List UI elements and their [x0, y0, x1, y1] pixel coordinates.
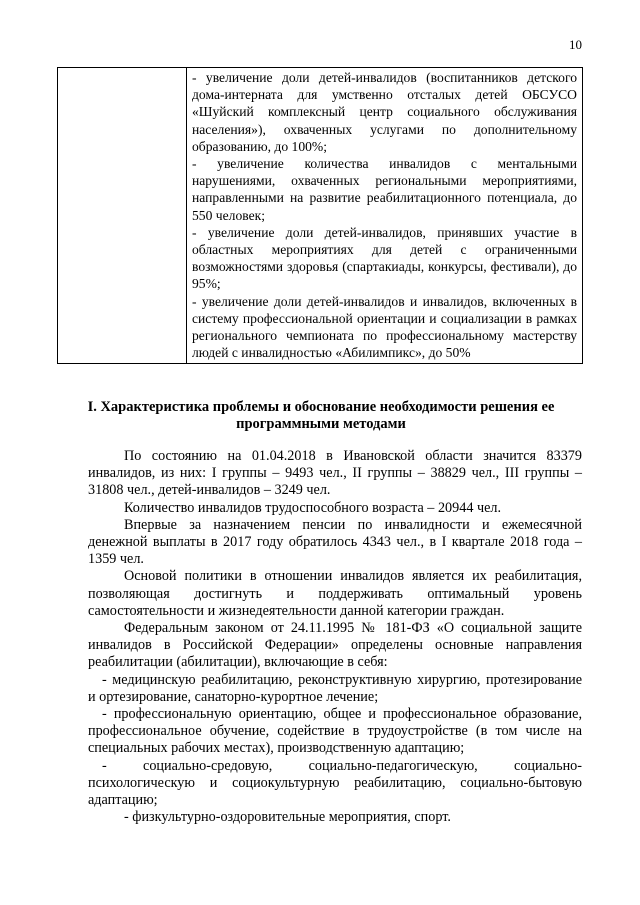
paragraph: Впервые за назначением пенсии по инвалидности и ежемесячной денежной выплаты в 2017 году обратилось 4343 чел., в I квартале 2018 года – 1359 чел.	[88, 516, 582, 568]
paragraph: Основой политики в отношении инвалидов является их реабилитация, позволяющая достигнуть и поддерживать оптимальный уровень самостоятельности и жизнедеятельности данной категории граждан.	[88, 568, 582, 619]
paragraph: Федеральным законом от 24.11.1995 № 181-ФЗ «О социальной защите инвалидов в Российской Федерации» определены основные направления реабилитации (абилитации), включающие в себя:	[88, 620, 582, 671]
target-item: - увеличение доли детей-инвалидов и инвалидов, включенных в систему профессиональной ориентации и социализации в рамках регионального чемпионата по профессиональному мастерству людей с инвалидностью «Абилимпикс», до 50%	[192, 293, 577, 361]
list-item: - физкультурно-оздоровительные мероприятия, спорт.	[124, 809, 451, 826]
section-body	[88, 448, 582, 826]
list-item: - социально-средовую, социально-педагогическую, социально-психологическую и социокультурную реабилитацию, социально-бытовую адаптацию;	[88, 757, 582, 809]
page-number: 10	[569, 37, 582, 52]
table-cell-left	[58, 68, 187, 364]
targets-table	[57, 67, 583, 364]
list-item: - медицинскую реабилитацию, реконструктивную хирургию, протезирование и ортезирование, санаторно-курортное лечение;	[88, 671, 582, 705]
table-row	[58, 68, 583, 364]
list-item: - профессиональную ориентацию, общее и профессиональное образование, профессиональное обучение, содействие в трудоустройстве (в том числе на специальных рабочих местах), производственную адаптацию;	[88, 706, 582, 757]
paragraph: По состоянию на 01.04.2018 в Ивановской области значится 83379 инвалидов, из них: I группы – 9493 чел., II группы – 38829 чел., III группы – 31808 чел., детей-инвалидов – 3249 чел.	[88, 448, 582, 499]
target-item: - увеличение количества инвалидов с ментальными нарушениями, охваченных региональными мероприятиями, направленными на развитие реабилитационного потенциала, до 550 человек;	[192, 156, 577, 223]
target-item: - увеличение доли детей-инвалидов (воспитанников детского дома-интерната для умственно отсталых детей ОБСУСО «Шуйский комплексный центр социального обслуживания населения»), охваченных услугами по дополнительному образованию, до 100%;	[192, 70, 577, 154]
section-title: I. Характеристика проблемы и обоснование необходимости решения ее программными методами	[87, 399, 555, 432]
paragraph: Количество инвалидов трудоспособного возраста – 20944 чел.	[124, 499, 502, 516]
table-cell-right	[187, 68, 583, 364]
target-item: - увеличение доли детей-инвалидов, принявших участие в областных мероприятиях для детей с ограниченными возможностями здоровья (спартакиады, конкурсы, фестивали), до 95%;	[192, 224, 577, 292]
